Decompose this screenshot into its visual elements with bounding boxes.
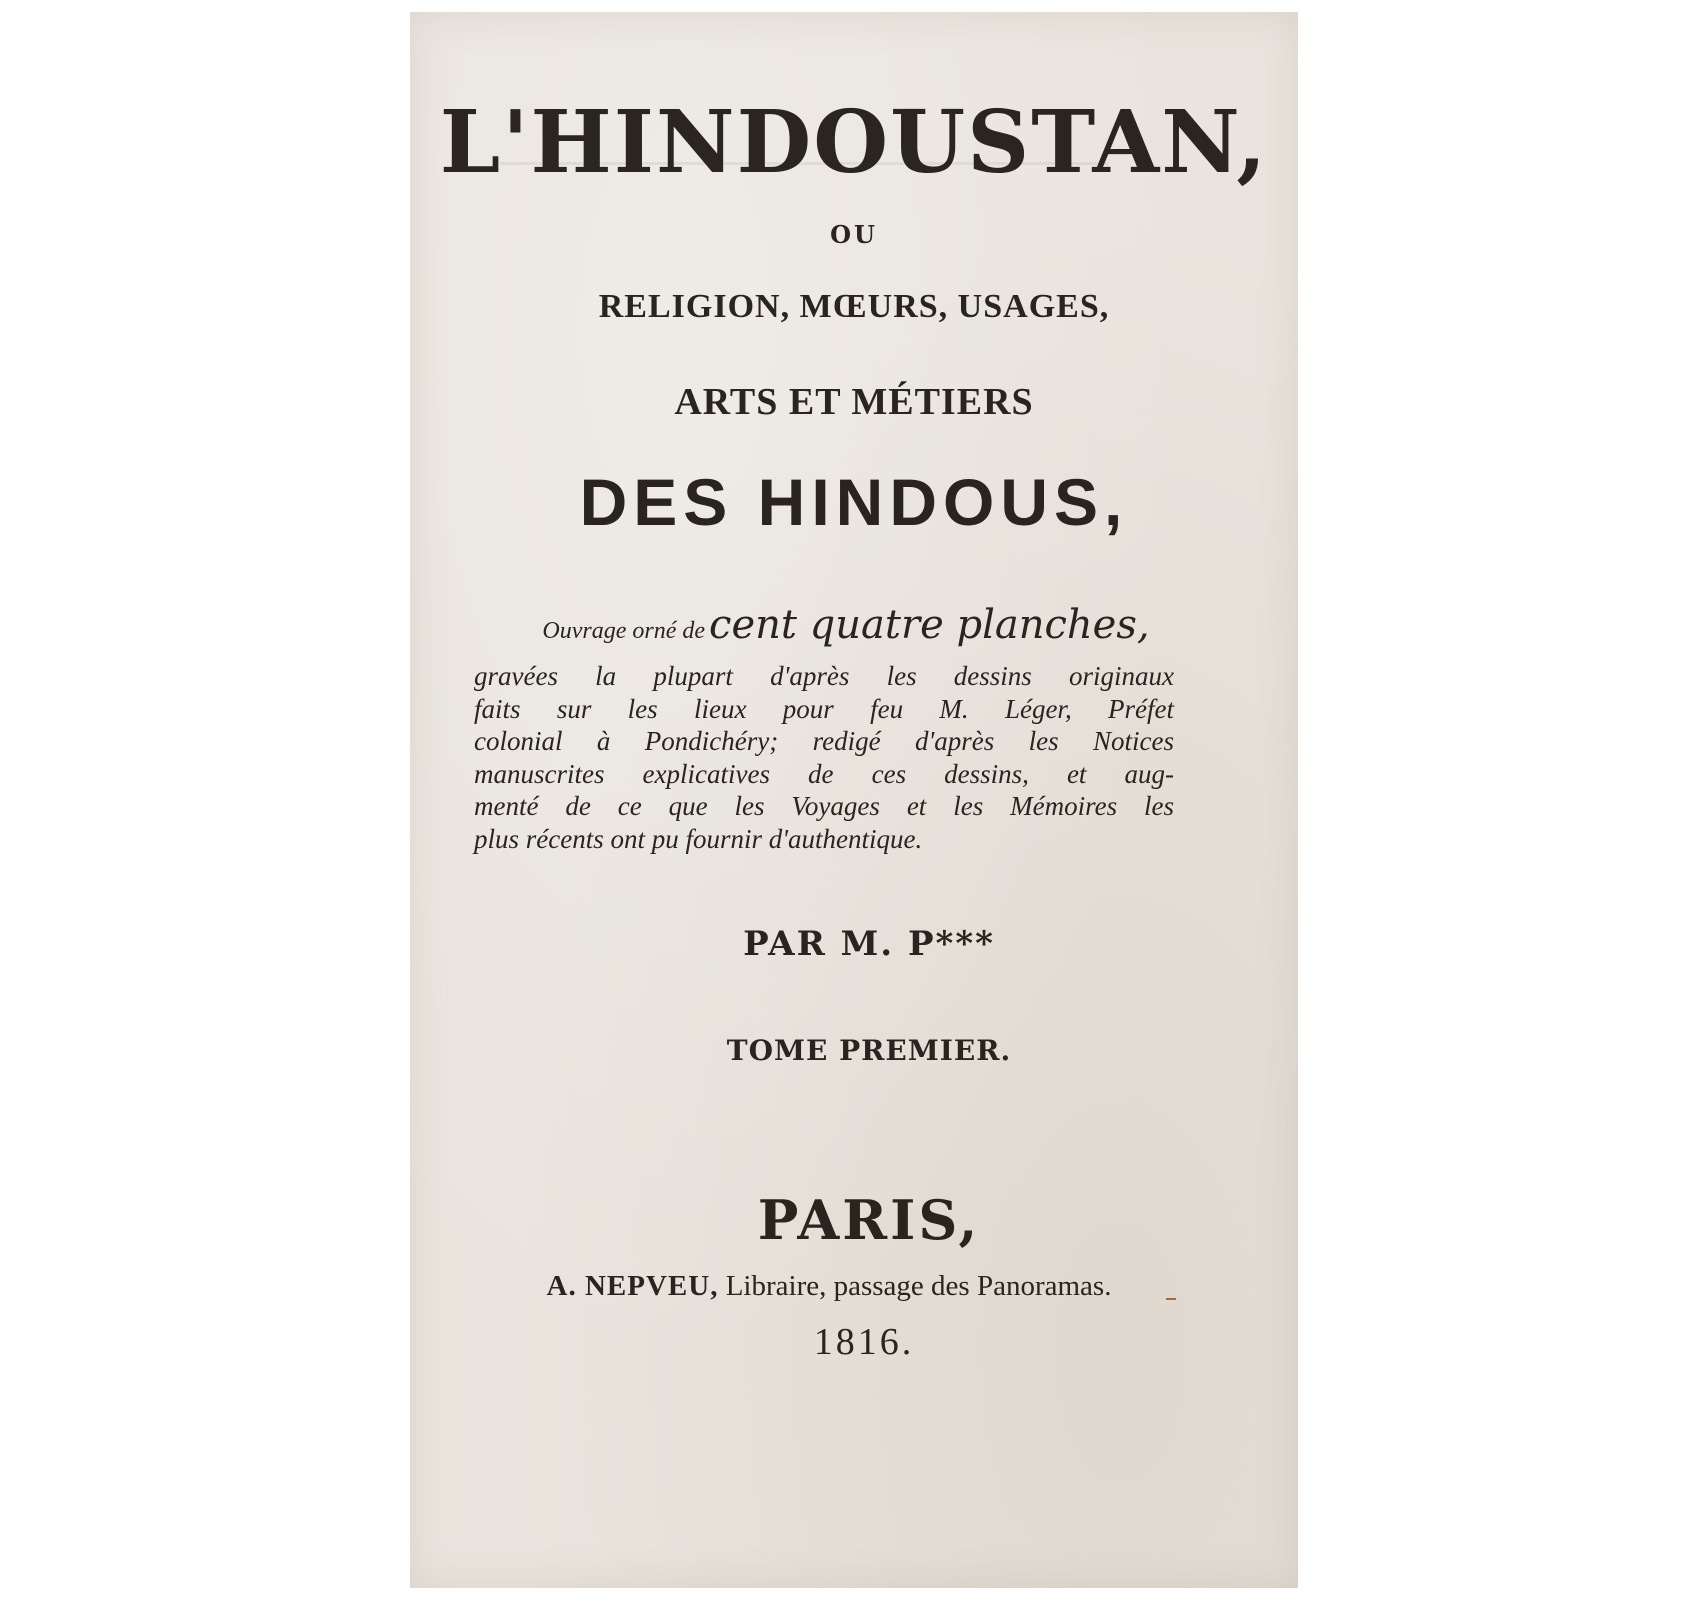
city-line: PARIS, xyxy=(757,1188,981,1252)
description-block xyxy=(474,660,1174,855)
book-title: L'HINDOUSTAN, xyxy=(439,92,1269,193)
description-line: manuscrites explicatives de ces dessins, et aug- xyxy=(474,758,1174,789)
ouvrage-line xyxy=(394,602,1298,648)
subtitle-line-1: RELIGION, MŒURS, USAGES, xyxy=(598,288,1110,325)
title-connector: OU xyxy=(830,220,878,249)
publisher-address: Libraire, passage des Panoramas. xyxy=(725,1270,1112,1302)
ouvrage-suffix: , xyxy=(1136,602,1150,648)
ouvrage-planches: cent quatre planches xyxy=(709,602,1137,648)
title-page xyxy=(410,12,1298,1588)
volume-line: TOME PREMIER. xyxy=(726,1034,1012,1067)
description-line: gravées la plupart d'après les dessins originaux xyxy=(474,661,1174,691)
subtitle-line-3: DES HINDOUS, xyxy=(579,465,1129,539)
publisher-line xyxy=(360,1270,1298,1303)
description-line: plus récents ont pu fournir d'authentique. xyxy=(474,823,923,854)
author-line: PAR M. P*** xyxy=(743,924,995,964)
description-line: menté de ce que les Voyages et les Mémoires les xyxy=(474,791,1174,821)
year-line: 1816. xyxy=(813,1321,915,1363)
ouvrage-prefix: Ouvrage orné de xyxy=(542,618,706,644)
description-line: colonial à Pondichéry; redigé d'après les Notices xyxy=(474,726,1174,756)
description-line: faits sur les lieux pour feu M. Léger, Préfet xyxy=(474,693,1174,724)
publisher-name: A. NEPVEU, xyxy=(546,1270,719,1302)
ink-speck xyxy=(1166,1298,1176,1300)
subtitle-line-2: ARTS ET MÉTIERS xyxy=(674,381,1034,423)
